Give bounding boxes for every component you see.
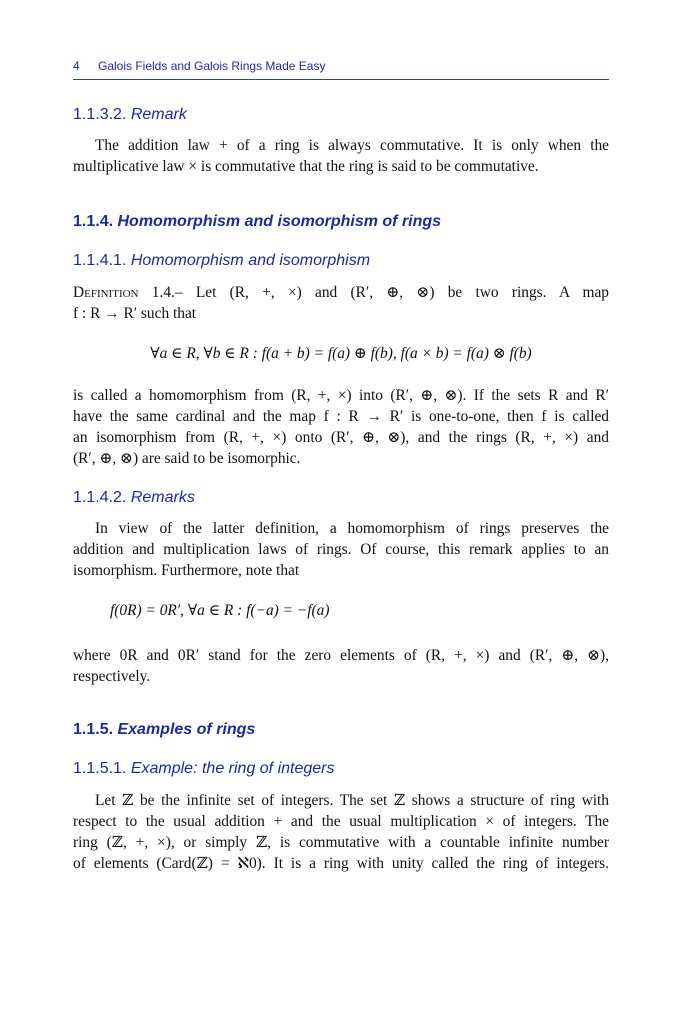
text-line: isomorphism. Furthermore, note that xyxy=(73,562,300,579)
heading-1-1-4-2 xyxy=(73,489,195,507)
remarks-continuation xyxy=(73,645,609,687)
heading-number: 1.1.4.2. xyxy=(73,489,127,506)
page-number: 4 xyxy=(73,59,80,73)
text-line: is called a homomorphism from (R, +, ×) into (R′, ⊕, ⊗). If the sets R and R′ xyxy=(73,387,609,404)
heading-number: 1.1.3.2. xyxy=(73,106,127,123)
heading-title: Homomorphism and isomorphism of rings xyxy=(117,213,442,230)
running-title: Galois Fields and Galois Rings Made Easy xyxy=(98,59,326,73)
heading-1-1-5 xyxy=(73,721,255,739)
heading-1-1-4 xyxy=(73,213,441,231)
definition-text: Let (R, +, ×) and (R′, ⊕, ⊗) be two rings. A map xyxy=(195,284,609,301)
heading-title: Homomorphism and isomorphism xyxy=(130,252,371,269)
heading-1-1-3-2 xyxy=(73,106,187,124)
heading-title: Example: the ring of integers xyxy=(130,760,335,777)
text-line: f : R → R′ such that xyxy=(73,305,197,322)
text-line: addition and multiplication laws of rings. Of course, this remark applies to an xyxy=(73,541,609,558)
heading-title: Remarks xyxy=(130,489,195,506)
text-line: ring (ℤ, +, ×), or simply ℤ, is commutative with a countable infinite number xyxy=(73,834,609,851)
definition-number: 1.4.– xyxy=(151,284,183,301)
text-line: In view of the latter definition, a homomorphism of rings preserves the xyxy=(95,520,609,537)
text-line: (R′, ⊕, ⊗) are said to be isomorphic. xyxy=(73,450,301,467)
equation-zero: f(0R) = 0R′, ∀a ∈ R : f(−a) = −f(a) xyxy=(110,602,330,619)
text-line: The addition law + of a ring is always commutative. It is only when the xyxy=(95,137,609,154)
text-line: of elements (Card(ℤ) = ℵ0). It is a ring with unity called the ring of integers. xyxy=(73,855,609,872)
text-line: multiplicative law × is commutative that the ring is said to be commutative. xyxy=(73,158,539,175)
heading-number: 1.1.4.1. xyxy=(73,252,127,269)
heading-1-1-5-1 xyxy=(73,760,335,778)
heading-number: 1.1.5.1. xyxy=(73,760,127,777)
remark-paragraph xyxy=(73,135,609,177)
running-header xyxy=(73,58,609,80)
definition-label: Definition xyxy=(73,284,139,301)
remarks-paragraph xyxy=(73,518,609,581)
text-line: respect to the usual addition + and the usual multiplication × of integers. The xyxy=(73,813,609,830)
heading-1-1-4-1 xyxy=(73,252,370,270)
definition-paragraph xyxy=(73,282,609,324)
integers-paragraph xyxy=(73,790,609,874)
text-line: respectively. xyxy=(73,668,151,685)
text-line: an isomorphism from (R, +, ×) onto (R′, ⊕, ⊗), and the rings (R, +, ×) and xyxy=(73,429,609,446)
text-line: Let ℤ be the infinite set of integers. The set ℤ shows a structure of ring with xyxy=(95,792,609,809)
equation-homomorphism: ∀a ∈ R, ∀b ∈ R : f(a + b) = f(a) ⊕ f(b), f(a × b) = f(a) ⊗ f(b) xyxy=(150,345,532,362)
definition-continuation xyxy=(73,385,609,469)
heading-title: Examples of rings xyxy=(117,721,256,738)
heading-number: 1.1.4. xyxy=(73,213,114,230)
heading-number: 1.1.5. xyxy=(73,721,114,738)
heading-title: Remark xyxy=(130,106,187,123)
text-line: have the same cardinal and the map f : R → R′ is one-to-one, then f is called xyxy=(73,408,609,425)
text-line: where 0R and 0R′ stand for the zero elements of (R, +, ×) and (R′, ⊕, ⊗), xyxy=(73,647,609,664)
text-line xyxy=(73,282,609,303)
